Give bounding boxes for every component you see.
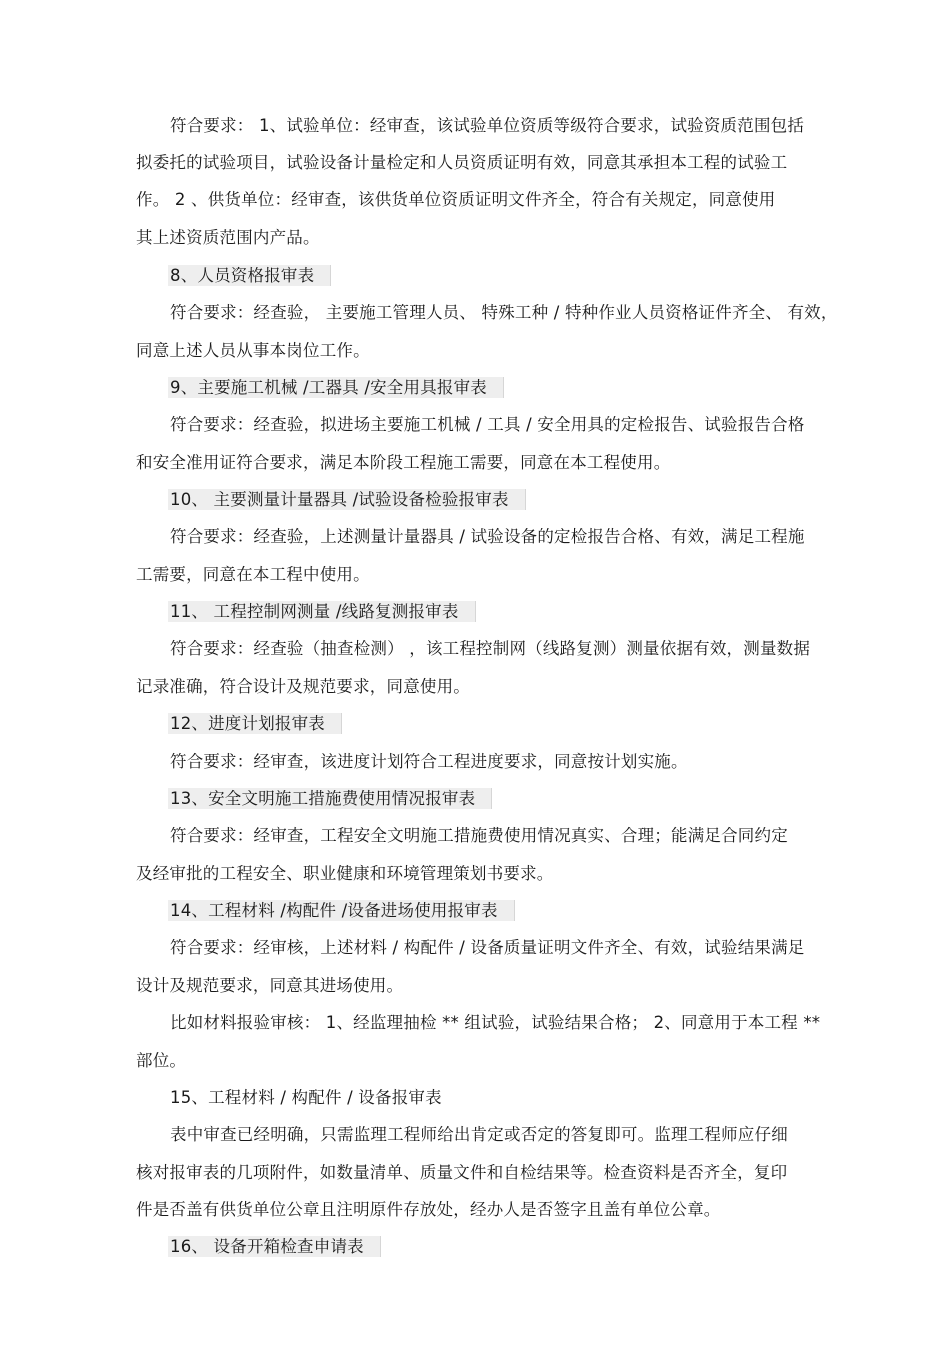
section-heading-11 (170, 601, 476, 623)
section-heading-14 (170, 900, 515, 922)
section-heading-13 (170, 788, 492, 810)
heading-label: 9、主要施工机械 /工器具 /安全用具报审表 (168, 377, 504, 398)
section-heading-9 (170, 377, 504, 399)
paragraph-line: 件是否盖有供货单位公章且注明原件存放处，经办人是否签字且盖有单位公章。 (136, 1200, 721, 1219)
paragraph-line: 符合要求：经查验， 主要施工管理人员、 特殊工种 / 特种作业人员资格证件齐全、 有效， (170, 303, 838, 322)
paragraph-line: 设计及规范要求，同意其进场使用。 (136, 976, 404, 995)
heading-label: 10、 主要测量计量器具 /试验设备检验报审表 (168, 489, 526, 510)
section-heading-16 (170, 1236, 381, 1258)
section-heading-15: 15、工程材料 / 构配件 / 设备报审表 (170, 1088, 442, 1107)
paragraph-line: 记录准确，符合设计及规范要求，同意使用。 (136, 677, 470, 696)
heading-label: 11、 工程控制网测量 /线路复测报审表 (168, 601, 476, 622)
paragraph-line: 符合要求：经审核，上述材料 / 构配件 / 设备质量证明文件齐全、有效，试验结果满足 (170, 938, 805, 957)
heading-label: 8、人员资格报审表 (168, 265, 331, 286)
section-heading-8 (170, 265, 331, 287)
paragraph-line: 其上述资质范围内产品。 (136, 228, 320, 247)
paragraph-line: 符合要求：经审查，工程安全文明施工措施费使用情况真实、合理；能满足合同约定 (170, 826, 788, 845)
paragraph-line: 符合要求：经查验，上述测量计量器具 / 试验设备的定检报告合格、有效，满足工程施 (170, 527, 805, 546)
section-heading-12 (170, 713, 342, 735)
paragraph-line: 符合要求：经查验，拟进场主要施工机械 / 工具 / 安全用具的定检报告、试验报告合格 (170, 415, 805, 434)
paragraph-line: 表中审查已经明确，只需监理工程师给出肯定或否定的答复即可。监理工程师应仔细 (170, 1125, 788, 1144)
heading-label: 13、安全文明施工措施费使用情况报审表 (168, 788, 492, 809)
paragraph-line: 同意上述人员从事本岗位工作。 (136, 341, 370, 360)
heading-label: 14、工程材料 /构配件 /设备进场使用报审表 (168, 900, 515, 921)
paragraph-line: 工需要，同意在本工程中使用。 (136, 565, 370, 584)
paragraph-line: 部位。 (136, 1051, 187, 1070)
paragraph-line: 符合要求：经审查，该进度计划符合工程进度要求，同意按计划实施。 (170, 752, 688, 771)
paragraph-line: 和安全准用证符合要求，满足本阶段工程施工需要，同意在本工程使用。 (136, 453, 671, 472)
paragraph-line: 作。 2 、供货单位：经审查，该供货单位资质证明文件齐全，符合有关规定，同意使用 (136, 190, 776, 209)
section-heading-10 (170, 489, 526, 511)
heading-label: 16、 设备开箱检查申请表 (168, 1236, 381, 1257)
paragraph-line: 及经审批的工程安全、职业健康和环境管理策划书要求。 (136, 864, 554, 883)
paragraph-line: 核对报审表的几项附件，如数量清单、质量文件和自检结果等。检查资料是否齐全，复印 (136, 1163, 788, 1182)
paragraph-line: 拟委托的试验项目，试验设备计量检定和人员资质证明有效，同意其承担本工程的试验工 (136, 153, 788, 172)
paragraph-line: 符合要求：经查验（抽查检测） ，该工程控制网（线路复测）测量依据有效，测量数据 (170, 639, 811, 658)
paragraph-line: 符合要求： 1、试验单位：经审查，该试验单位资质等级符合要求，试验资质范围包括 (170, 116, 805, 135)
heading-label: 12、进度计划报审表 (168, 713, 342, 734)
paragraph-line: 比如材料报验审核： 1、经监理抽检 ** 组试验，试验结果合格； 2、同意用于本工程 ** (170, 1013, 821, 1032)
